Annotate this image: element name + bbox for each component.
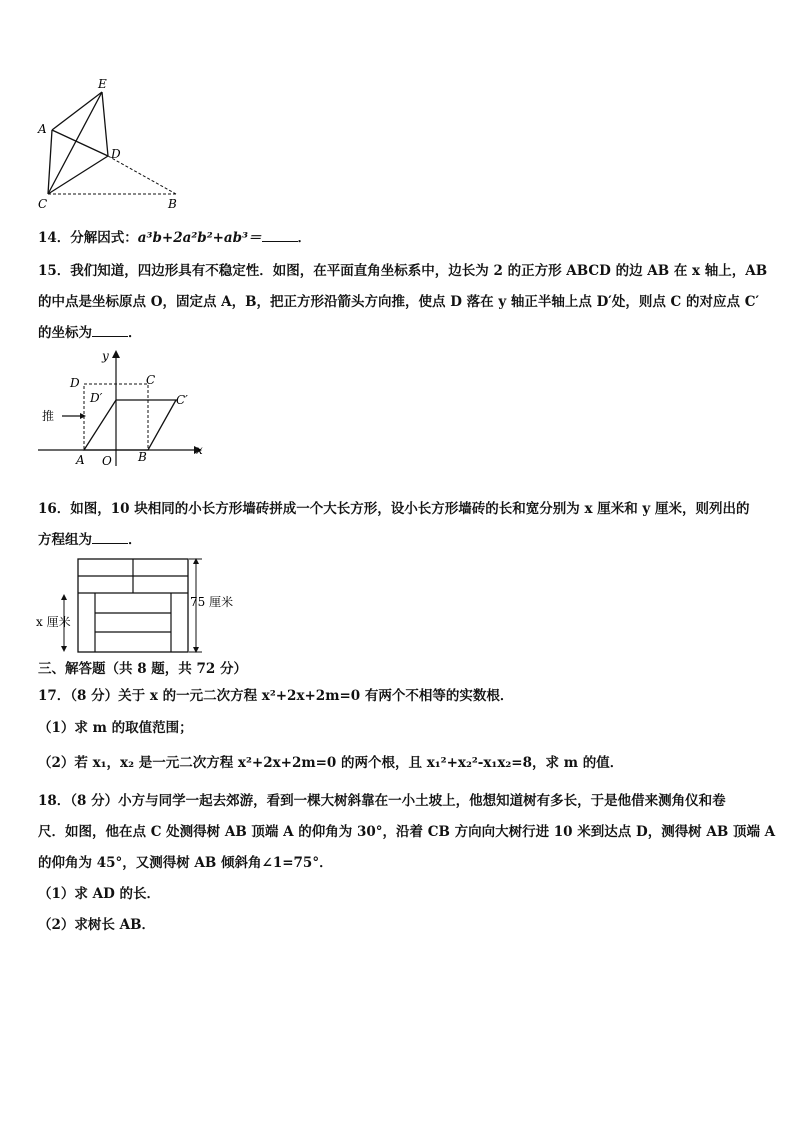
section-heading: 三、解答题（共 8 题，共 72 分） [38, 661, 247, 677]
q14-number: 14． [38, 230, 71, 246]
label-C: C [38, 197, 48, 211]
q15-line3-text: 的坐标为 [38, 325, 92, 341]
label-push: 推 [42, 409, 55, 423]
question-14 [38, 229, 311, 247]
q15-line3-end: ． [128, 325, 142, 341]
q14-prefix: 分解因式： [70, 230, 138, 246]
q16-line2-end: ． [128, 532, 142, 548]
parallelogram-ABCpDp [84, 400, 176, 450]
answer-blank-15 [92, 324, 128, 337]
question-16-line2 [38, 531, 142, 549]
label-B: B [168, 197, 177, 211]
label-A: A [76, 453, 85, 467]
q14-expression: a³b+2a²b²+ab³＝ [137, 230, 262, 246]
question-15-line1: 15．我们知道，四边形具有不稳定性．如图，在平面直角坐标系中，边长为 2 的正方形 ABCD 的边 AB 在 x 轴上，AB [38, 263, 768, 279]
question-16-line1: 16．如图，10 块相同的小长方形墙砖拼成一个大长方形，设小长方形墙砖的长和宽分别为 x 厘米和 y 厘米，则列出的 [38, 501, 750, 517]
edge-CE [48, 92, 102, 194]
q14-suffix: ． [297, 230, 312, 246]
label-75-cm: 75 厘米 [190, 595, 234, 609]
label-D: D [70, 376, 80, 390]
label-B: B [138, 450, 147, 464]
question-18-part2: （2）求树长 AB． [38, 917, 155, 933]
question-15-line3 [38, 324, 142, 342]
question-15-line2: 的中点是坐标原点 O，固定点 A，B，把正方形沿箭头方向推，使点 D 落在 y 轴正半轴上点 D′处，则点 C 的对应点 C′ [38, 294, 760, 310]
label-Dprime: D′ [90, 391, 103, 405]
label-C: C [146, 373, 156, 387]
figure-q13 [30, 78, 190, 213]
figure-q16 [34, 556, 244, 656]
label-x-cm: x 厘米 [36, 615, 71, 629]
figure-q15 [34, 348, 214, 470]
question-18-line1: 18．（8 分）小方与同学一起去郊游，看到一棵大树斜靠在一小土坡上，他想知道树有多长，于是他借来测角仪和卷 [38, 793, 726, 809]
answer-blank-14 [262, 229, 298, 242]
question-17-line1: 17．（8 分）关于 x 的一元二次方程 x²+2x+2m=0 有两个不相等的实数根． [38, 688, 514, 704]
y-axis-arrow [112, 350, 120, 358]
label-O: O [102, 454, 112, 468]
edge-CD [48, 156, 108, 194]
answer-blank-16 [92, 531, 128, 544]
question-18-part1: （1）求 AD 的长． [38, 886, 160, 902]
label-A: A [38, 122, 47, 136]
edge-AC [48, 130, 52, 194]
edge-DB-dashed [108, 156, 176, 194]
question-17-part2: （2）若 x₁，x₂ 是一元二次方程 x²+2x+2m=0 的两个根，且 x₁²+x₂²-x₁x₂=8，求 m 的值． [38, 755, 624, 771]
label-E: E [98, 78, 107, 91]
q16-line2-text: 方程组为 [38, 532, 92, 548]
question-18-line3: 的仰角为 45°，又测得树 AB 倾斜角∠1=75°． [38, 855, 333, 871]
edge-AE [52, 92, 102, 130]
label-Cprime: C′ [176, 393, 188, 407]
label-x: x [196, 443, 203, 457]
question-17-part1: （1）求 m 的取值范围； [38, 720, 193, 736]
question-18-line2: 尺．如图，他在点 C 处测得树 AB 顶端 A 的仰角为 30°，沿着 CB 方向向大树行进 10 米到达点 D，测得树 AB 顶端 A [38, 824, 776, 840]
label-y: y [102, 349, 109, 363]
label-D: D [111, 147, 121, 161]
edge-ED [102, 92, 108, 156]
